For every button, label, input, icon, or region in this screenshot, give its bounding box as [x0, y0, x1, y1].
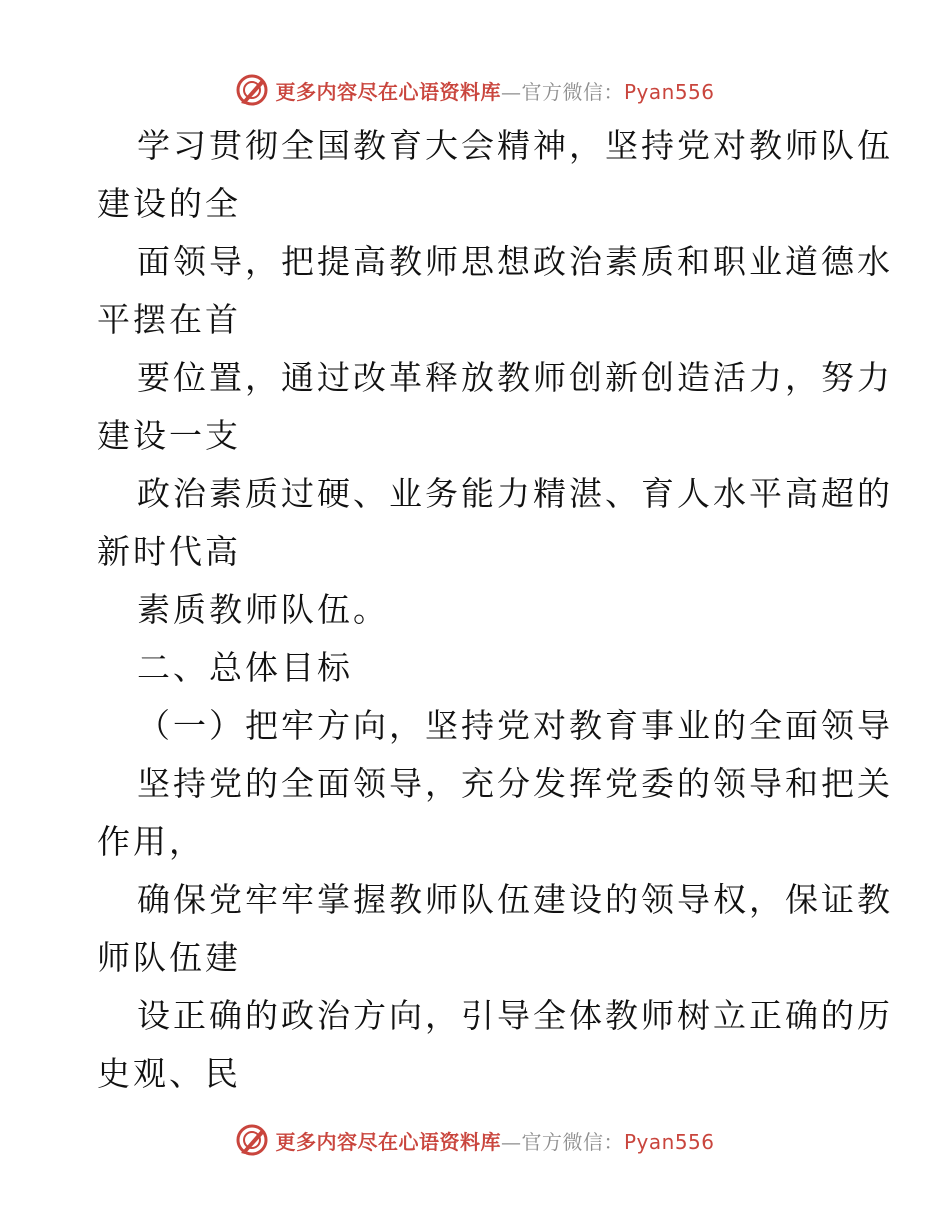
watermark-separator: —: [500, 79, 522, 104]
footer-watermark: [0, 1120, 950, 1160]
text-line: 建设的全: [97, 184, 241, 223]
document-body: [97, 117, 893, 1103]
text-line: 确保党牢牢掌握教师队伍建设的领导权，保证教: [137, 880, 893, 919]
quill-logo-icon: [235, 1123, 269, 1157]
text-line: 设正确的政治方向，引导全体教师树立正确的历: [137, 996, 893, 1035]
watermark-brand: 更多内容尽在心语资料库: [275, 79, 501, 104]
watermark-label: 官方微信：: [521, 79, 624, 104]
text-line: 史观、民: [97, 1054, 241, 1093]
watermark-separator: —: [500, 1129, 522, 1154]
watermark-id: Pyan556: [623, 79, 715, 104]
text-line: 新时代高: [97, 532, 241, 571]
text-line: 建设一支: [97, 416, 241, 455]
subsection-heading: （一）把牢方向，坚持党对教育事业的全面领导: [137, 706, 893, 745]
text-line: 素质教师队伍。: [137, 590, 389, 629]
text-line: 作用，: [97, 822, 205, 861]
section-heading: 二、总体目标: [137, 648, 353, 687]
text-line: 政治素质过硬、业务能力精湛、育人水平高超的: [137, 474, 893, 513]
text-line: 学习贯彻全国教育大会精神，坚持党对教师队伍: [137, 126, 893, 165]
watermark-id: Pyan556: [623, 1129, 715, 1154]
text-line: 坚持党的全面领导，充分发挥党委的领导和把关: [137, 764, 893, 803]
watermark-label: 官方微信：: [521, 1129, 624, 1154]
text-line: 要位置，通过改革释放教师创新创造活力，努力: [137, 358, 893, 397]
watermark-brand: 更多内容尽在心语资料库: [275, 1129, 501, 1154]
watermark-text: [275, 1126, 714, 1155]
text-line: 师队伍建: [97, 938, 241, 977]
watermark-text: [275, 76, 714, 105]
text-line: 平摆在首: [97, 300, 241, 339]
quill-logo-icon: [235, 73, 269, 107]
header-watermark: [0, 70, 950, 110]
text-line: 面领导，把提高教师思想政治素质和职业道德水: [137, 242, 893, 281]
